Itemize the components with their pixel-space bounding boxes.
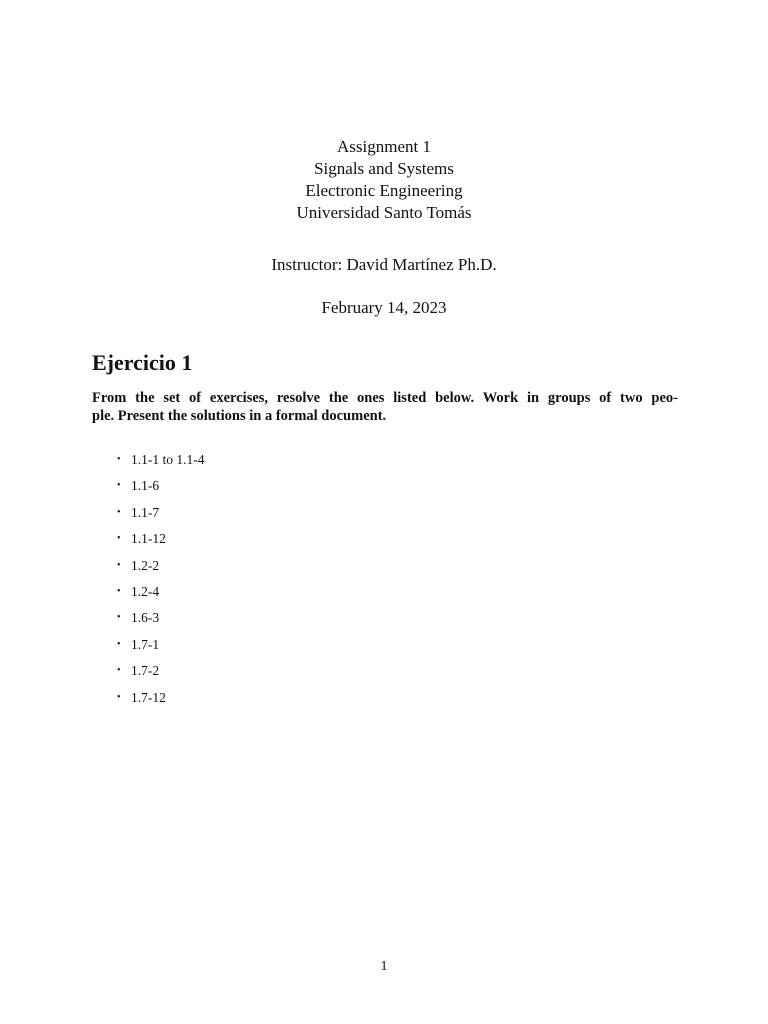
list-item <box>112 557 205 583</box>
bullet-icon: • <box>117 665 121 677</box>
list-item <box>112 530 205 556</box>
exercise-label: 1.7-12 <box>131 689 166 705</box>
bullet-icon: • <box>117 638 121 650</box>
exercise-list <box>112 451 205 715</box>
list-item <box>112 662 205 688</box>
exercise-label: 1.1-12 <box>131 531 166 547</box>
instructor-line: Instructor: David Martínez Ph.D. <box>271 255 497 274</box>
list-item <box>112 451 205 477</box>
exercise-label: 1.1-1 to 1.1-4 <box>131 452 205 467</box>
exercise-label: 1.1-6 <box>131 478 160 494</box>
instructions-line-1: From the set of exercises, resolve the ones listed below. Work in groups of two peo- <box>92 390 678 406</box>
exercise-label: 1.2-4 <box>131 583 160 599</box>
bullet-icon: • <box>117 480 121 492</box>
page-number: 1 <box>380 959 388 974</box>
bullet-icon: • <box>117 506 121 518</box>
assignment-title: Assignment 1 <box>337 137 431 156</box>
document-date: February 14, 2023 <box>321 298 447 317</box>
bullet-icon: • <box>117 585 121 597</box>
list-item <box>112 477 205 503</box>
exercise-label: 1.2-2 <box>131 557 160 573</box>
instructions-paragraph <box>92 389 678 425</box>
program-name: Electronic Engineering <box>305 181 463 200</box>
course-name: Signals and Systems <box>314 159 454 178</box>
university-name: Universidad Santo Tomás <box>296 203 472 222</box>
list-item <box>112 689 205 715</box>
bullet-icon: • <box>117 559 121 571</box>
exercise-label: 1.1-7 <box>131 504 160 520</box>
list-item <box>112 504 205 530</box>
exercise-label: 1.7-1 <box>131 636 160 652</box>
list-item <box>112 636 205 662</box>
title-block <box>0 136 768 224</box>
bullet-icon: • <box>117 691 121 703</box>
section-heading: Ejercicio 1 <box>92 350 193 375</box>
bullet-icon: • <box>117 612 121 624</box>
list-item <box>112 609 205 635</box>
list-item <box>112 583 205 609</box>
bullet-icon: • <box>117 533 121 545</box>
exercise-label: 1.6-3 <box>131 610 160 626</box>
exercise-label: 1.7-2 <box>131 663 160 679</box>
bullet-icon: • <box>117 454 121 465</box>
instructions-line-2: ple. Present the solutions in a formal document. <box>92 408 387 424</box>
